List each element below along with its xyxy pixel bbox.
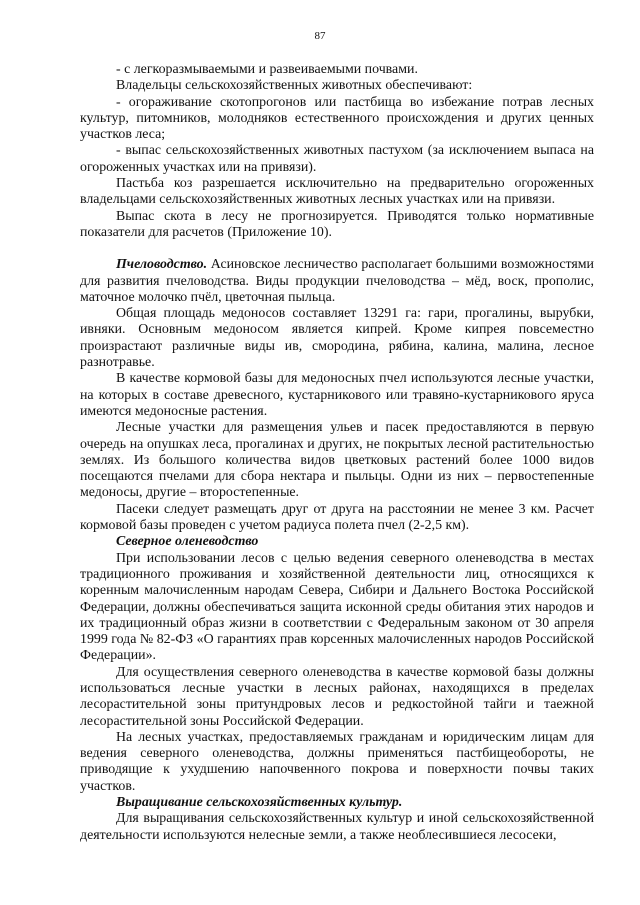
paragraph: Лесные участки для размещения ульев и пасек предоставляются в первую очередь на опушках леса, прогалинах и других, не покрытых лесной растительностью землях. Из большого количества видов цветковых растений более 1000 видов посещаются пчелами для сбора нектара и пыльцы. Одни из них – первостепенные медоносы, другие – второстепенные. [80, 420, 594, 501]
crops-heading: Выращивание сельскохозяйственных культур. [116, 795, 403, 811]
reindeer-heading: Северное оленеводство [116, 534, 259, 550]
paragraph: - выпас сельскохозяйственных животных пастухом (за исключением выпаса на огороженных участках или на привязи). [80, 143, 594, 175]
paragraph: Пастьба коз разрешается исключительно на предварительно огороженных владельцами сельскохозяйственных животных лесных участках или на привязи. [80, 176, 594, 208]
beekeeping-heading: Пчеловодство. [116, 257, 208, 273]
paragraph: - огораживание скотопрогонов или пастбища во избежание потрав лесных культур, питомников, молодняков естественного происхождения и других ценных участков леса; [80, 94, 594, 143]
paragraph: - с легкоразмываемыми и развеиваемыми почвами. [116, 62, 418, 77]
paragraph: Пасеки следует размещать друг от друга на расстоянии не менее 3 км. Расчет кормовой базы проведен с учетом радиуса полета пчел (2-2,5 км). [80, 501, 594, 534]
beekeeping-intro-paragraph [80, 257, 594, 306]
section-gap [80, 241, 594, 257]
paragraph: Для выращивания сельскохозяйственных культур и иной сельскохозяйственной деятельности используются нелесные земли, а также необлесившиеся лесосеки, [80, 811, 594, 843]
page-body [80, 62, 594, 844]
paragraph: При использовании лесов с целью ведения северного оленеводства в местах традиционного проживания и хозяйственной деятельности лиц, относящихся к коренным малочисленным народам Севера, Сибири и Дальнего Востока Российской Федерации, должны обеспечиваться защита исконной среды обитания этих народов и их традиционный образ жизни в соответствии с Федеральным законом от 30 апреля 1999 года № 82-ФЗ «О гарантиях прав корсенных малочисленных народов Российской Федерации». [80, 550, 594, 664]
paragraph: Общая площадь медоносов составляет 13291 га: гари, прогалины, вырубки, ивняки. Основным медоносом является кипрей. Кроме кипрея повсеместно произрастают различные виды ив, смородина, рябина, калина, малина, лесное разнотравье. [80, 306, 594, 371]
paragraph: В качестве кормовой базы для медоносных пчел используются лесные участки, на которых в составе древесного, кустарникового или травяно-кустарникового яруса имеются медоносные растения. [80, 371, 594, 419]
paragraph: Для осуществления северного оленеводства в качестве кормовой базы должны использоваться лесные участки в лесных районах, находящихся в пределах лесорастительной зоны притундровых лесов и редкостойной тайги и таежной лесорастительной зоны Российской Федерации. [80, 664, 594, 729]
paragraph: Владельцы сельскохозяйственных животных обеспечивают: [116, 78, 473, 94]
paragraph: Выпас скота в лесу не прогнозируется. Приводятся только нормативные показатели для расчетов (Приложение 10). [80, 208, 594, 240]
page-number: 87 [314, 30, 326, 42]
paragraph: На лесных участках, предоставляемых гражданам и юридическим лицам для ведения северного оленеводства, должны применяться пастбищеобороты, не приводящие к ухудшению напочвенного покрова и поверхности почвы таких участков. [80, 729, 594, 794]
beekeeping-intro-text: Асиновское лесничество располагает большими возможностями для развития пчеловодства. Виды продукции пчеловодства – мёд, воск, прополис, маточное молочко пчёл, цветочная пыльца. [80, 257, 594, 305]
